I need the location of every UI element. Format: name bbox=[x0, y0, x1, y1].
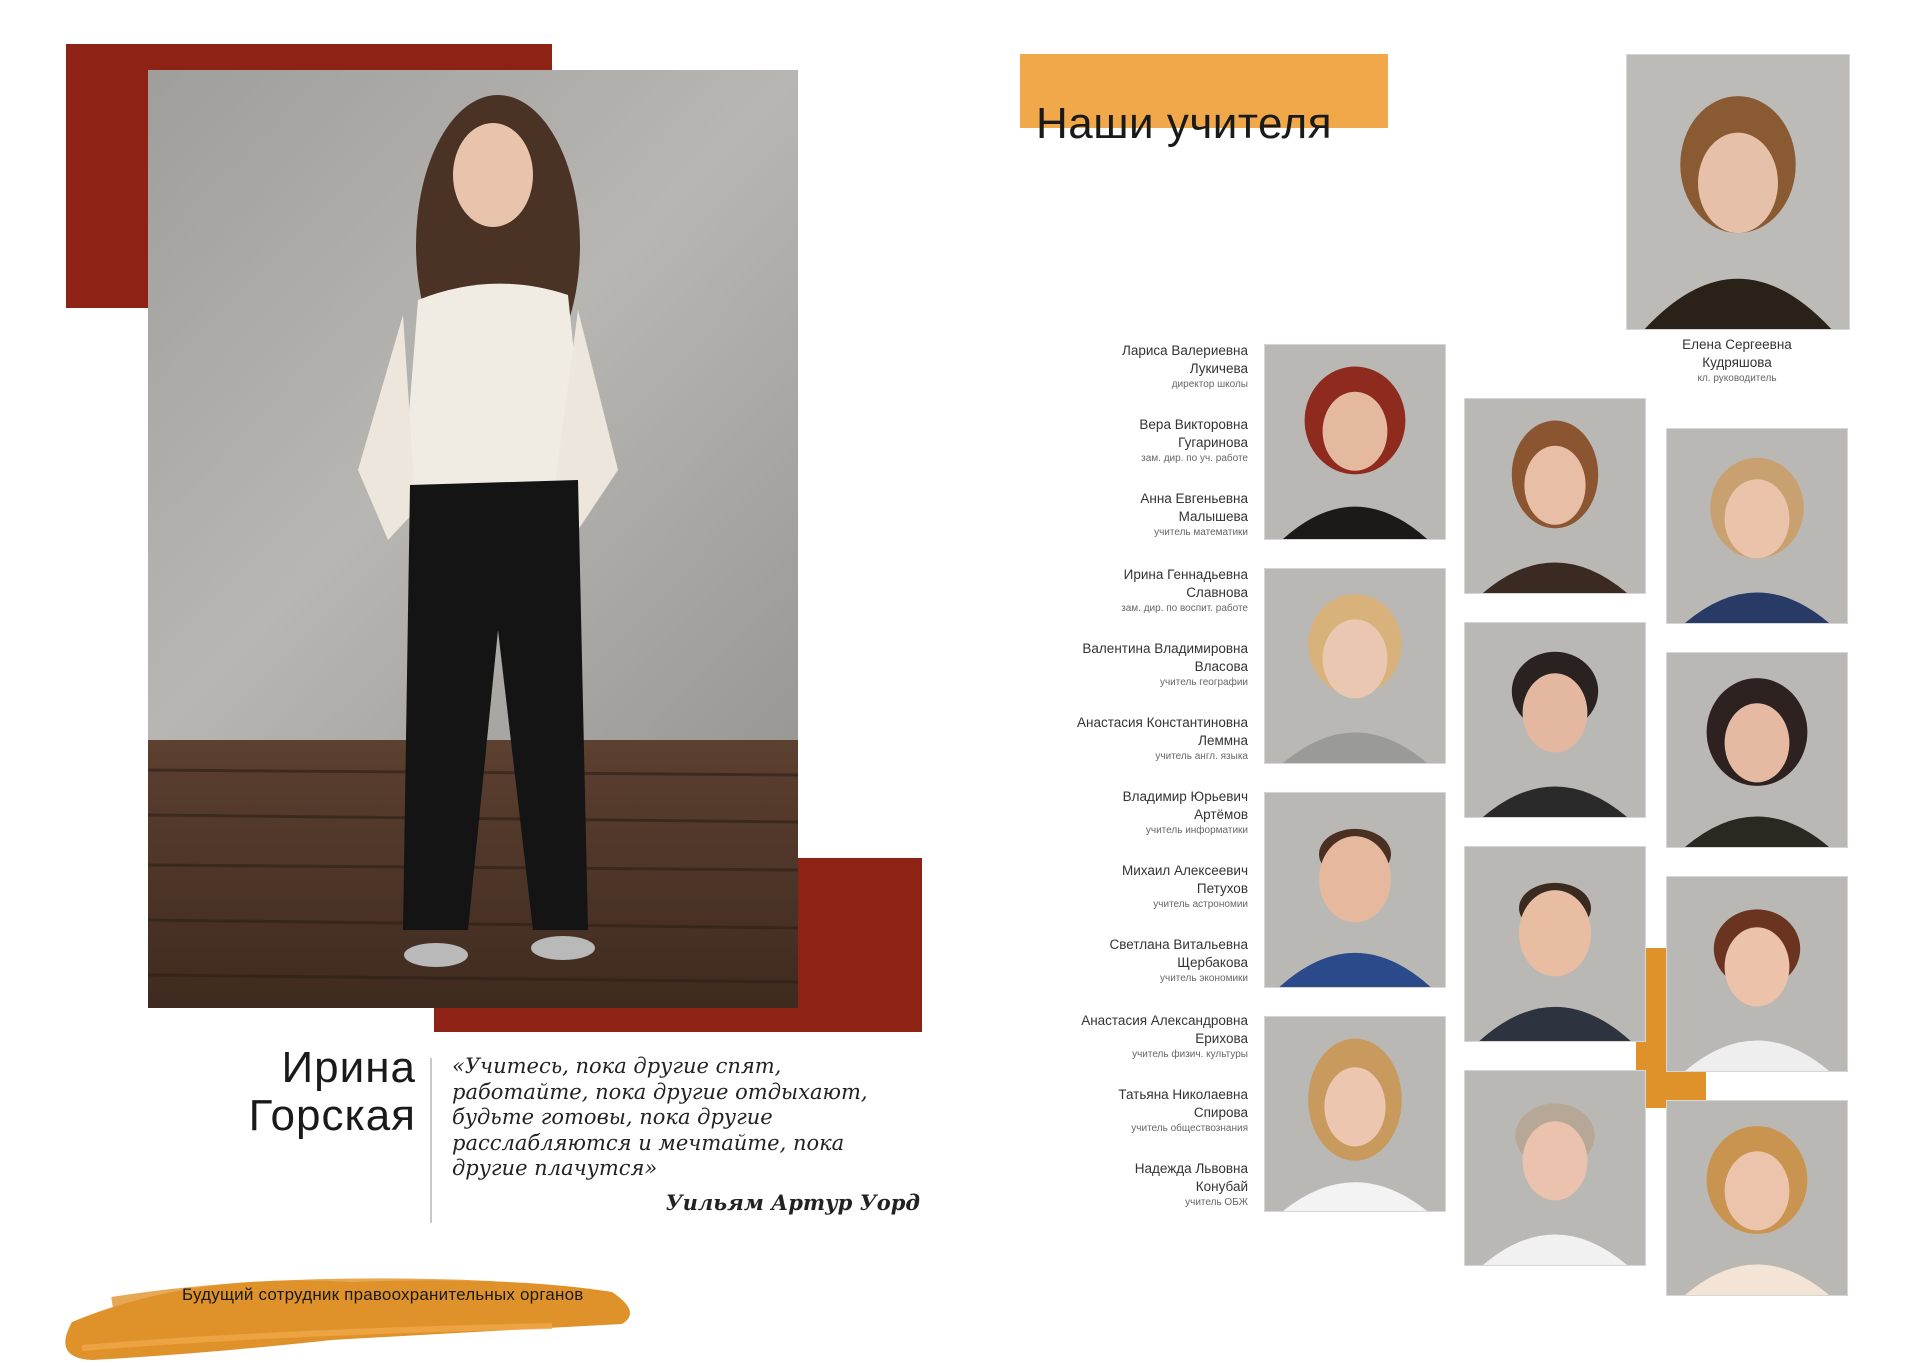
orange-brush-stroke bbox=[52, 1262, 652, 1366]
teacher-caption bbox=[980, 490, 1248, 539]
teacher-photo bbox=[1264, 792, 1446, 988]
teacher-photo bbox=[1666, 1100, 1848, 1296]
student-quote: «Учитесь, пока другие спят, работайте, пока другие отдыхают, будьте готовы, пока другие расслабляются и мечтайте, пока другие плачутся» bbox=[452, 1054, 868, 1180]
student-future-career: Будущий сотрудник правоохранительных органов bbox=[182, 1285, 584, 1304]
teacher-caption bbox=[980, 1160, 1248, 1209]
teacher-photo bbox=[1264, 568, 1446, 764]
teacher-name-first: Ирина Геннадьевна bbox=[1123, 567, 1248, 582]
teacher-caption bbox=[980, 936, 1248, 985]
teacher-role: учитель обществознания bbox=[1131, 1123, 1248, 1134]
teacher-caption bbox=[980, 342, 1248, 391]
student-first-name: Ирина bbox=[281, 1043, 416, 1092]
teacher-caption bbox=[980, 640, 1248, 689]
teacher-role: учитель экономики bbox=[1160, 973, 1248, 984]
teacher-role: директор школы bbox=[1171, 379, 1248, 390]
teacher-name-last: Конубай bbox=[1195, 1179, 1248, 1194]
quote-author: Уильям Артур Уорд bbox=[665, 1190, 920, 1215]
teacher-name-last: Славнова bbox=[1186, 585, 1248, 600]
teacher-name-last: Малышева bbox=[1178, 509, 1248, 524]
teacher-caption bbox=[980, 714, 1248, 763]
teacher-name-last: Щербакова bbox=[1177, 955, 1248, 970]
teacher-caption bbox=[980, 416, 1248, 465]
teacher-name-last: Гугаринова bbox=[1178, 435, 1248, 450]
teacher-photo bbox=[1666, 652, 1848, 848]
teacher-role: учитель астрономии bbox=[1153, 899, 1248, 910]
student-portrait-photo bbox=[148, 70, 798, 1008]
page-title: Наши учителя bbox=[1036, 99, 1333, 148]
teacher-role: учитель математики bbox=[1154, 527, 1248, 538]
teacher-name-first: Анна Евгеньевна bbox=[1140, 491, 1248, 506]
teacher-photo bbox=[1264, 344, 1446, 540]
teacher-name-last: Ерихова bbox=[1195, 1031, 1248, 1046]
teacher-photo bbox=[1666, 876, 1848, 1072]
teacher-photo bbox=[1264, 1016, 1446, 1212]
teacher-name-last: Спирова bbox=[1193, 1105, 1248, 1120]
teacher-photo bbox=[1666, 428, 1848, 624]
teacher-role: учитель физич. культуры bbox=[1132, 1049, 1248, 1060]
teacher-role: учитель ОБЖ bbox=[1185, 1197, 1248, 1208]
student-name bbox=[168, 1044, 416, 1140]
teacher-name-last: Леммна bbox=[1198, 733, 1248, 748]
teacher-photo bbox=[1464, 846, 1646, 1042]
teacher-photo bbox=[1464, 622, 1646, 818]
teacher-name-last: Лукичева bbox=[1189, 361, 1248, 376]
teacher-photo bbox=[1464, 1070, 1646, 1266]
teacher-caption bbox=[980, 788, 1248, 837]
teacher-name-first: Надежда Львовна bbox=[1134, 1161, 1248, 1176]
teacher-name-first: Анастасия Константиновна bbox=[1076, 715, 1248, 730]
teacher-caption bbox=[980, 862, 1248, 911]
teacher-name-last: Власова bbox=[1194, 659, 1248, 674]
teacher-caption bbox=[980, 1086, 1248, 1135]
teacher-photo-homeroom bbox=[1626, 54, 1850, 330]
teacher-caption bbox=[980, 566, 1248, 615]
teacher-caption-homeroom bbox=[1626, 336, 1848, 385]
teacher-name-first: Вера Викторовна bbox=[1139, 417, 1248, 432]
teacher-name-first: Валентина Владимировна bbox=[1082, 641, 1248, 656]
teacher-name-first: Елена Сергеевна bbox=[1682, 337, 1792, 352]
teacher-caption bbox=[980, 1012, 1248, 1061]
teacher-role: кл. руководитель bbox=[1697, 373, 1777, 384]
teacher-role: зам. дир. по уч. работе bbox=[1141, 453, 1248, 464]
teacher-name-first: Лариса Валериевна bbox=[1121, 343, 1248, 358]
teacher-name-first: Светлана Витальевна bbox=[1109, 937, 1248, 952]
teacher-name-last: Кудряшова bbox=[1702, 355, 1772, 370]
teacher-name-first: Татьяна Николаевна bbox=[1118, 1087, 1248, 1102]
student-last-name: Горская bbox=[248, 1091, 416, 1140]
teacher-name-last: Артёмов bbox=[1194, 807, 1248, 822]
teacher-name-first: Анастасия Александровна bbox=[1081, 1013, 1248, 1028]
teacher-role: учитель англ. языка bbox=[1155, 751, 1248, 762]
teacher-role: зам. дир. по воспит. работе bbox=[1121, 603, 1248, 614]
teacher-role: учитель географии bbox=[1159, 677, 1248, 688]
teacher-photo bbox=[1464, 398, 1646, 594]
teacher-name-first: Владимир Юрьевич bbox=[1122, 789, 1248, 804]
teacher-name-first: Михаил Алексеевич bbox=[1121, 863, 1248, 878]
teacher-role: учитель информатики bbox=[1145, 825, 1248, 836]
divider-line bbox=[430, 1058, 432, 1223]
teacher-name-last: Петухов bbox=[1196, 881, 1248, 896]
